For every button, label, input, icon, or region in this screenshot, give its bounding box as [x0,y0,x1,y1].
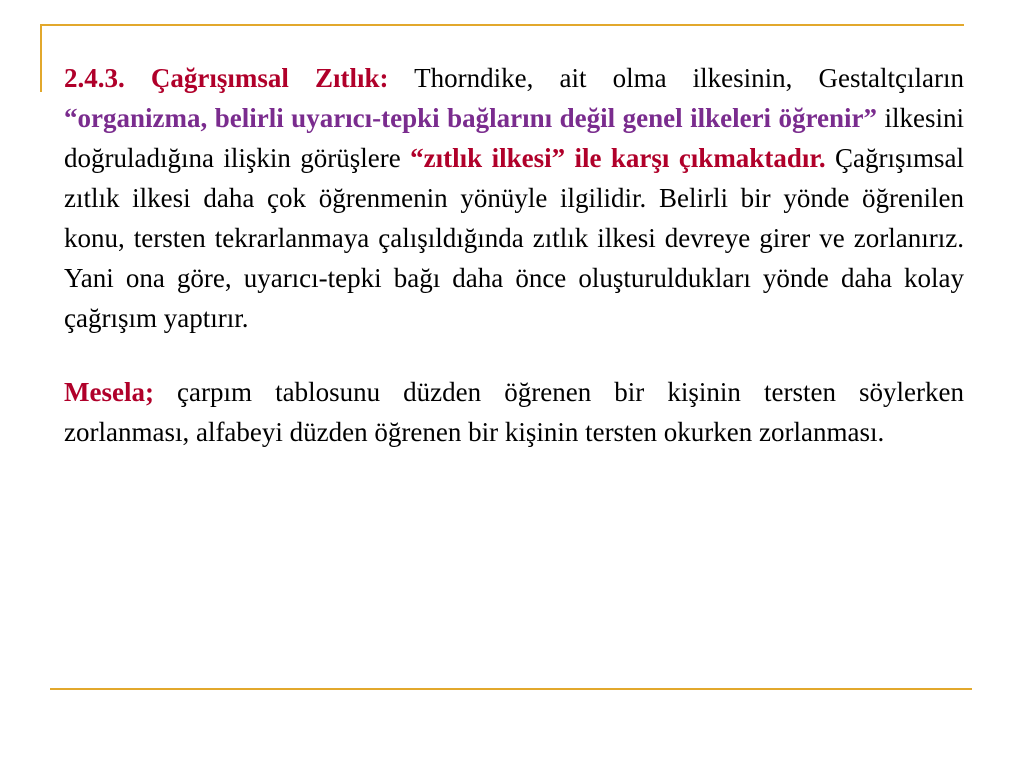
paragraph-text-1: Thorndike, ait olma ilkesinin, Gestaltçıların [388,63,964,93]
emphasis-quote-zitlik-ilkesi: “zıtlık ilkesi” ile karşı çıkmaktadır. [410,143,826,173]
top-border-line [40,24,964,26]
paragraph-text-3: Çağrışımsal zıtlık ilkesi daha çok öğrenmenin yönüyle ilgilidir. Belirli bir yönde öğrenilen konu, tersten tekrarlanmaya çalışıldığında zıtlık ilkesi devreye girer ve zorlanırız. Yani ona göre, uyarıcı-tepki bağı daha önce oluşturuldukları yönde daha kolay çağrışım yaptırır. [64,143,964,333]
bottom-border-line [50,688,972,690]
paragraph-cagrisimsal-zitlik [64,58,964,338]
slide-content [64,58,964,452]
example-text: çarpım tablosunu düzden öğrenen bir kişinin tersten söylerken zorlanması, alfabeyi düzden öğrenen bir kişinin tersten okurken zorlanması. [64,377,964,447]
example-lead: Mesela; [64,377,154,407]
paragraph-text-2: ilkesini doğruladığına ilişkin görüşlere [64,103,965,173]
emphasis-quote-organizma: “organizma, belirli uyarıcı-tepki bağlarını değil genel ilkeleri öğrenir” [64,103,878,133]
left-border-line [40,24,42,92]
section-heading: 2.4.3. Çağrışımsal Zıtlık: [64,63,389,93]
paragraph-mesela [64,372,964,452]
